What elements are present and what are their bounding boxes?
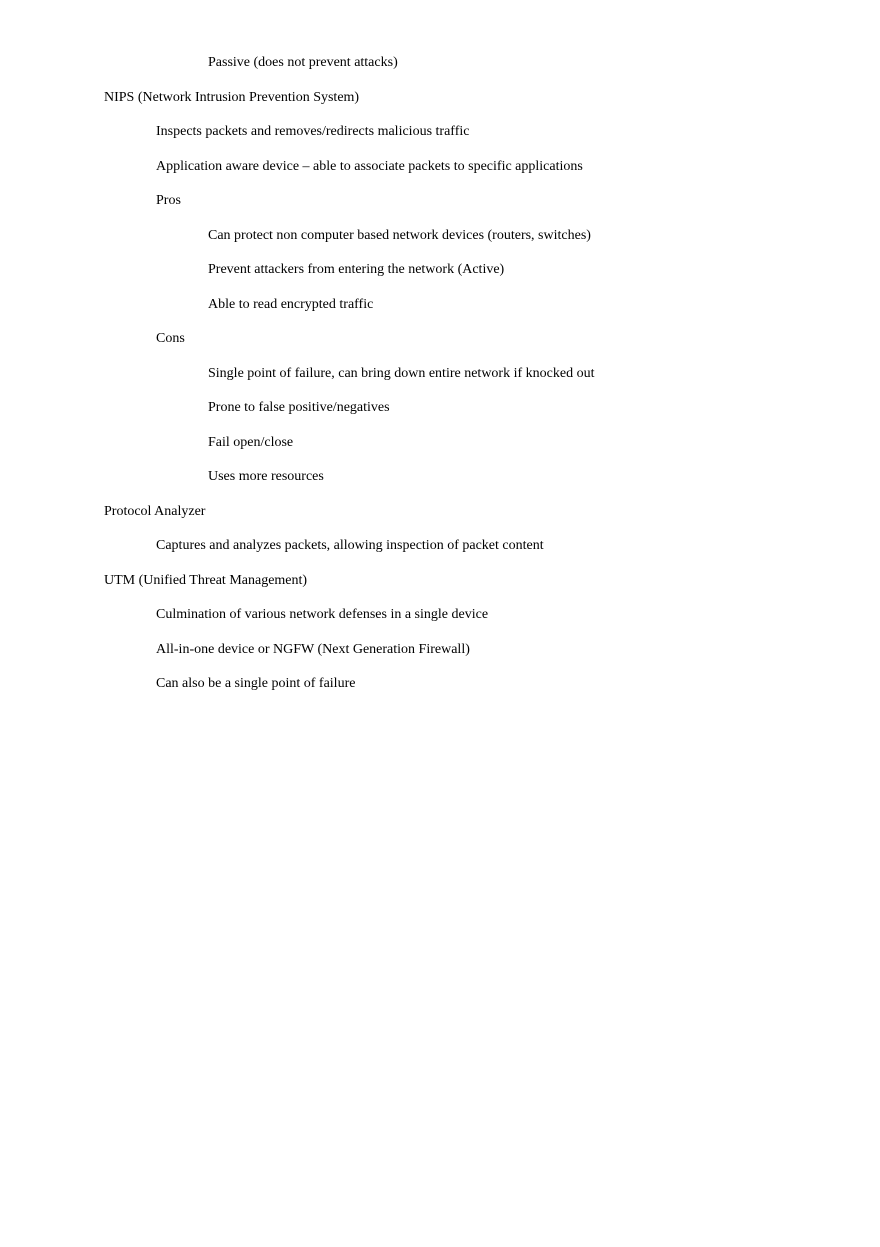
outline-item-single-point-utm: Can also be a single point of failure bbox=[156, 676, 356, 691]
outline-item-false-positive: Prone to false positive/negatives bbox=[208, 400, 390, 415]
outline-item-more-resources: Uses more resources bbox=[208, 469, 324, 484]
outline-item-culmination: Culmination of various network defenses in a single device bbox=[156, 607, 489, 622]
outline-item-fail-open: Fail open/close bbox=[208, 434, 294, 450]
outline-item-protect-devices: Can protect non computer based network devices (routers, switches) bbox=[208, 227, 591, 243]
outline-item-single-point: Single point of failure, can bring down entire network if knocked out bbox=[208, 365, 595, 381]
outline-item-prevent-attackers: Prevent attackers from entering the network (Active) bbox=[208, 262, 505, 277]
outline-subheading-cons: Cons bbox=[156, 331, 185, 346]
outline-item-inspects-packets: Inspects packets and removes/redirects malicious traffic bbox=[156, 124, 470, 139]
outline-heading-protocol-analyzer: Protocol Analyzer bbox=[104, 503, 206, 519]
outline-item-passive: Passive (does not prevent attacks) bbox=[208, 55, 398, 70]
outline-item-captures-packets: Captures and analyzes packets, allowing inspection of packet content bbox=[156, 538, 544, 553]
outline-item-application-aware: Application aware device – able to associate packets to specific applications bbox=[156, 158, 583, 174]
outline-item-read-encrypted: Able to read encrypted traffic bbox=[208, 296, 374, 312]
outline-heading-utm: UTM (Unified Threat Management) bbox=[104, 572, 308, 588]
outline-item-all-in-one: All-in-one device or NGFW (Next Generation Firewall) bbox=[156, 641, 470, 657]
outline-list bbox=[0, 52, 880, 708]
outline-subheading-pros: Pros bbox=[156, 193, 181, 208]
outline-heading-nips: NIPS (Network Intrusion Prevention System) bbox=[104, 89, 360, 105]
